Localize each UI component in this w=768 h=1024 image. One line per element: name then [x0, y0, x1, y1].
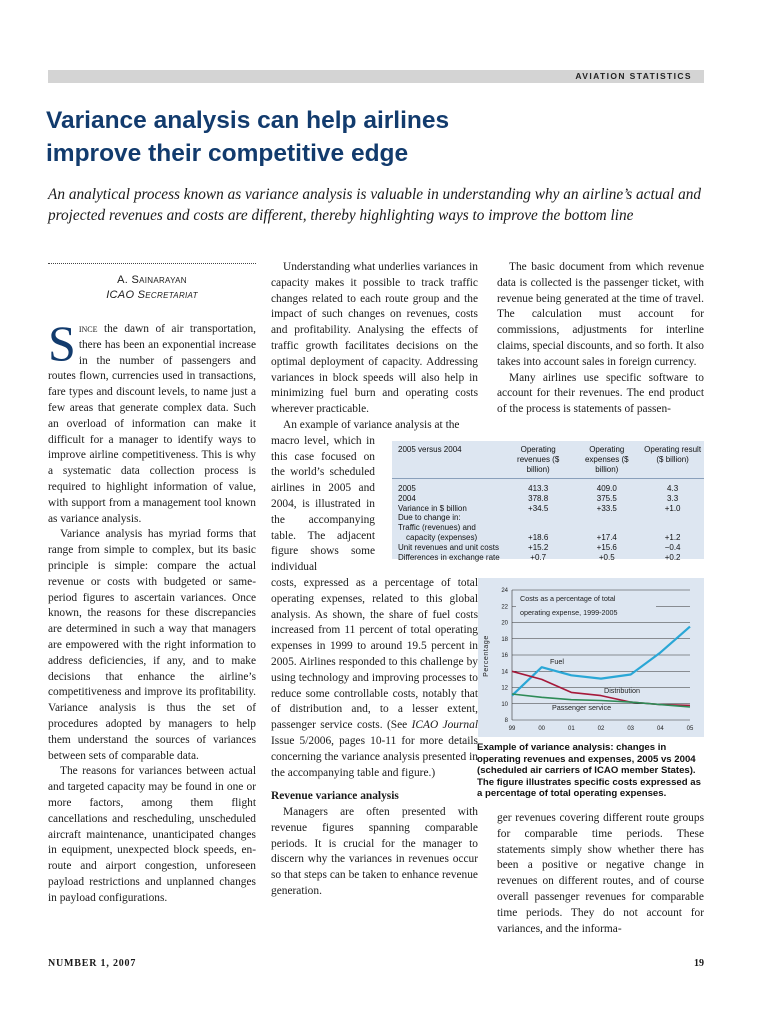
title-line-2: improve their competitive edge [46, 140, 409, 167]
y-tick-label: 20 [501, 620, 508, 627]
table-cell: 3.3 [667, 493, 679, 503]
table-cell: +34.5 [528, 503, 549, 513]
chart-caption: Example of variance analysis: changes in operating revenues and expenses, 2005 vs 2004 (scheduled air carriers of ICAO member States). The figure illustrates specific costs expressed as a percentage of total operating expenses. [477, 742, 701, 799]
x-tick-label: 03 [627, 726, 635, 732]
table-header: 2005 versus 2004 [392, 441, 504, 479]
series-label-fuel: Fuel [550, 657, 564, 666]
table-row [392, 504, 704, 514]
column-3-continued [497, 811, 704, 937]
table-cell [641, 513, 704, 523]
table-cell: 378.8 [528, 493, 549, 503]
x-tick-label: 99 [508, 726, 516, 732]
col1-paragraph-3: The reasons for variances between actual and targeted capacity may be found in one or more factors, among them flight cancellations and rescheduling, unscheduled aircraft maintenance, unanticipated changes in equipment, unexpected block speeds, en-route and airport congestion, unforeseen payload restrictions and unplanned changes in payload configurations. [48, 765, 256, 904]
table-header: Operating revenues ($ billion) [504, 441, 572, 479]
y-tick-label: 10 [501, 701, 508, 708]
y-tick-label: 12 [501, 685, 508, 692]
chart-title-line-2: operating expense, 1999-2005 [520, 608, 618, 617]
table-cell: +17.4 [596, 532, 617, 542]
table-row [392, 543, 704, 553]
col2-paragraph-3: Managers are often presented with revenue figures spanning comparable periods. It is crucial for the manager to discern why the variances in revenues occur so that steps can be taken to enhance revenue generation. [271, 806, 478, 898]
table-cell: 4.3 [667, 484, 679, 493]
table-cell [572, 523, 641, 533]
table-cell: 375.5 [596, 493, 617, 503]
x-tick-label: 01 [567, 726, 575, 732]
table-cell-label: Differences in exchange rate [398, 552, 500, 562]
article-subtitle: An analytical process known as variance analysis is valuable in understanding why an airline’s actual and projected revenues and costs are different, thereby highlighting ways to improve the bottom line [48, 186, 702, 224]
author-name: A. Sainarayan [117, 274, 187, 286]
series-label-distribution: Distribution [604, 686, 640, 695]
x-tick-label: 04 [656, 726, 664, 732]
table-row [392, 513, 704, 523]
table-row [392, 533, 704, 543]
table-cell: +0.2 [664, 552, 681, 562]
y-tick-label: 14 [501, 669, 508, 676]
x-tick-label: 02 [597, 726, 605, 732]
y-tick-label: 16 [501, 653, 508, 660]
table-cell: +15.2 [528, 542, 549, 552]
table-row [392, 553, 704, 563]
col1-paragraph-1 [48, 315, 256, 527]
col3-paragraph-2: Many airlines use specific software to account for their revenues. The end product of the process is statements of passen- [497, 371, 704, 416]
table-cell [572, 513, 641, 523]
y-tick-label: 24 [501, 588, 508, 595]
col3-paragraph-3: ger revenues covering different route groups for comparable time periods. These statements simply show whether there has been a positive or negative change in revenues on different routes, and of course overall passenger revenues for comparable time periods. They do not account for variances, and the informa- [497, 812, 704, 935]
table-cell: −0.4 [664, 542, 681, 552]
y-tick-label: 22 [501, 604, 508, 611]
section-heading: Revenue variance analysis [271, 790, 399, 803]
col2-paragraph-2-narrow: macro level, which in this case focused on the world’s scheduled airlines in 2005 and 2004, is illustrated in the accompanying table. The adjacent figure shows some individual [271, 434, 375, 574]
table-header: Operating expenses ($ billion) [572, 441, 641, 479]
table-cell [504, 523, 572, 533]
table-cell-label: Unit revenues and unit costs [398, 542, 499, 552]
table-header: Operating result ($ billion) [641, 441, 704, 479]
drop-cap: S [48, 315, 76, 371]
table-cell [504, 513, 572, 523]
table-cell-label: capacity (expenses) [406, 532, 478, 542]
table-cell: +0.5 [598, 552, 615, 562]
table-cell: +1.0 [664, 503, 681, 513]
author-block [48, 273, 256, 303]
author-divider [48, 263, 256, 264]
table-row [392, 494, 704, 504]
issue-number: NUMBER 1, 2007 [48, 958, 137, 969]
table-cell: +18.6 [528, 532, 549, 542]
table-row [392, 523, 704, 533]
x-tick-label: 05 [686, 726, 694, 732]
col1-paragraph-2: Variance analysis has myriad forms that range from simple to complex, but its basic principle is simple: compare the actual revenue or costs with budgeted or same-period figures to ascertain variances. Once known, the reasons for these discrepancies are determined in such a way that managers are empowered with the right information to address deficiencies, if any, and to make decisions that enhance the airline’s competitiveness and improve its profitability. Variance analysis is thus the set of procedures adopted by managers to help them understand the sources of variances between sets of comparable data. [48, 528, 256, 762]
table-cell-label: Due to change in: [398, 513, 461, 523]
section-label: AVIATION STATISTICS [575, 71, 692, 81]
section-bar [48, 70, 704, 83]
col2-paragraph-1: Understanding what underlies variances in capacity makes it possible to track traffic changes related to each route group and the impact of such changes on revenues, costs and profitability. Analysing the effects of traffic growth facilitates decisions on the optimal deployment of capacity. Addressing variances in block speeds will also help in minimizing fuel burn and operating costs wherever practicable. [271, 261, 478, 416]
col3-paragraph-1: The basic document from which revenue data is collected is the passenger ticket, with revenue being generated at the time of travel. The calculation must account for commissions, adjustments for interline claims, special discounts, and so forth. It also takes into account sales in foreign currency. [497, 261, 704, 368]
table-row [392, 484, 704, 494]
column-3 [497, 260, 704, 418]
table-cell: +33.5 [596, 503, 617, 513]
table-cell-label: Variance in $ billion [398, 503, 467, 513]
author-affiliation: ICAO Secretariat [106, 289, 198, 301]
col1-lead-word: ince [78, 323, 98, 335]
y-tick-label: 8 [504, 718, 508, 725]
article-title [46, 104, 706, 170]
table-cell [641, 523, 704, 533]
cost-chart [478, 578, 704, 737]
table-cell-label: 2004 [398, 493, 416, 503]
col1-paragraph-1-text: the dawn of air transportation, there has been an exponential increase in the number of passengers and routes flown, currencies used in transactions, fare types and discount levels, to name just a few areas that generate complex data. Such an overload of information can make it difficult for a manager to identify ways to improve airline competitiveness. This is why a systematic data collection process is required to highlight information of value, with support from a management tool known as variance analysis. [48, 323, 256, 525]
table-cell: +1.2 [664, 532, 681, 542]
variance-table-grid [392, 441, 704, 562]
table-cell: 413.3 [528, 484, 549, 493]
title-line-1: Variance analysis can help airlines [46, 107, 450, 134]
table-cell: +0.7 [530, 552, 547, 562]
x-tick-label: 00 [538, 726, 546, 732]
y-tick-label: 18 [501, 636, 508, 643]
col2-paragraph-2-rest [271, 576, 478, 781]
col2-paragraph-2-start: An example of variance analysis at the [283, 418, 460, 431]
table-cell: 409.0 [596, 484, 617, 493]
page-number: 19 [694, 958, 704, 969]
col2-paragraph-2-end: Issue 5/2006, pages 10-11 for more details concerning the variance analysis presented in the accompanying table and figure.) [271, 734, 478, 779]
table-cell-label: Traffic (revenues) and [398, 523, 476, 533]
journal-title: ICAO Journal [411, 719, 478, 732]
col2-paragraph-2-text: costs, expressed as a percentage of total operating expenses, related to this global analysis. As shown, the share of fuel costs increased from 11 percent of total operating expenses in 1999 to around 19.5 percent in 2005. Airlines responded to this challenge by using technology and improving processes to reduce some controllable costs, notably that of distribution and, to a lesser extent, passenger service costs. (See [271, 576, 478, 732]
series-label-passenger-service: Passenger service [552, 703, 612, 712]
table-cell-label: 2005 [398, 484, 416, 493]
variance-table [392, 441, 704, 562]
chart-title-line-1: Costs as a percentage of total [520, 594, 616, 603]
column-1 [48, 315, 256, 906]
column-2 [271, 260, 478, 900]
table-header-row [392, 441, 704, 479]
cost-chart-svg [478, 578, 704, 737]
y-axis-label: Percentage [483, 635, 490, 677]
table-cell: +15.6 [596, 542, 617, 552]
